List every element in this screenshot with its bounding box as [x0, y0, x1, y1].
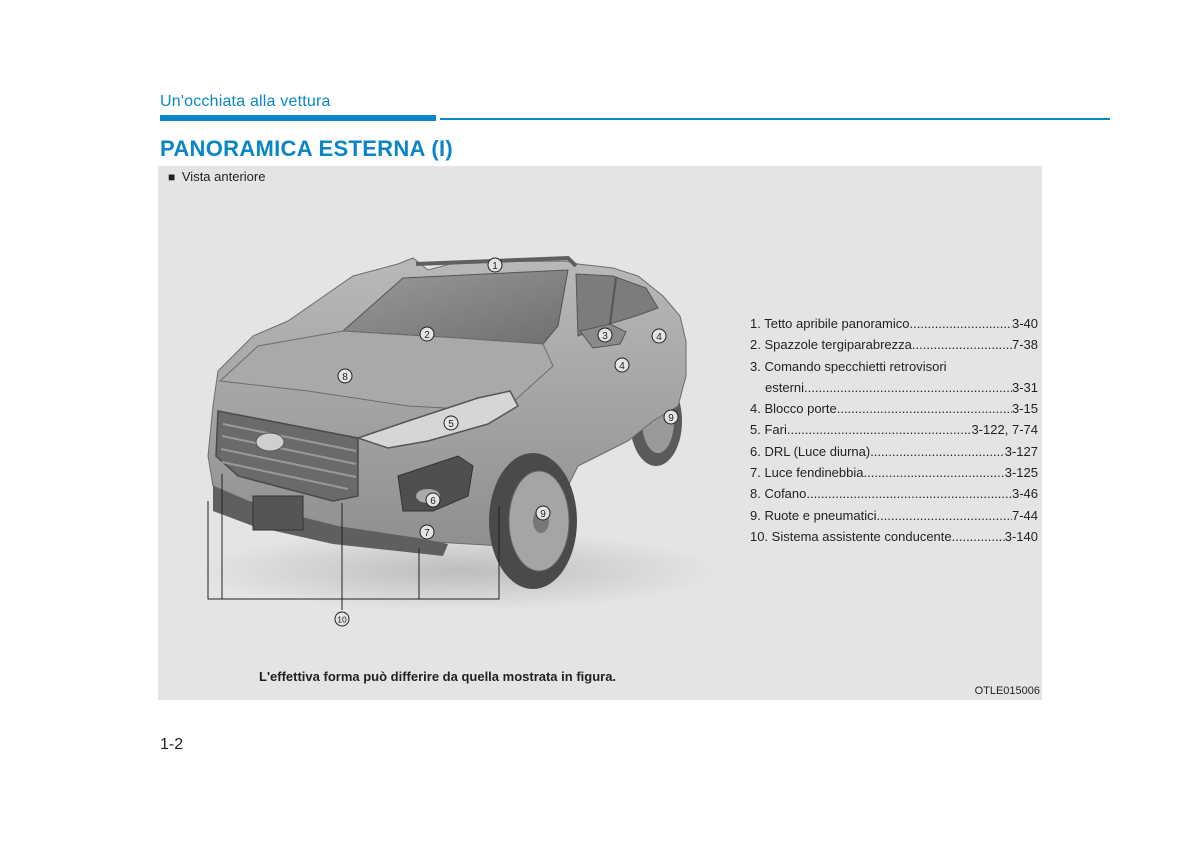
legend-item: 1. Tetto apribile panoramico ..... 3-40 [750, 313, 1038, 334]
callout-1 [488, 258, 502, 272]
legend-item: 2. Spazzole tergiparabrezza ..... 7-38 [750, 334, 1038, 355]
page-heading: PANORAMICA ESTERNA (I) [160, 136, 453, 161]
callout-2 [420, 327, 434, 341]
legend-item: 6. DRL (Luce diurna) ..... 3-127 [750, 441, 1038, 462]
legend-list [750, 313, 1038, 547]
svg-text:4: 4 [619, 361, 625, 372]
car-illustration [158, 166, 718, 700]
callout-7 [420, 525, 434, 539]
svg-text:2: 2 [424, 330, 430, 341]
legend-item: 7. Luce fendinebbia ..... 3-125 [750, 462, 1038, 483]
legend-item: 8. Cofano ..... 3-46 [750, 483, 1038, 504]
section-rule-thin [440, 118, 1110, 120]
callout-10 [335, 612, 349, 626]
section-title: Un'occhiata alla vettura [160, 93, 331, 110]
section-rule-thick [160, 115, 436, 121]
callout-4a [652, 329, 666, 343]
callout-3 [598, 328, 612, 342]
callout-4b [615, 358, 629, 372]
legend-item: 4. Blocco porte ..... 3-15 [750, 398, 1038, 419]
legend-item: 5. Fari ..... 3-122, 7-74 [750, 419, 1038, 440]
legend-item: 10. Sistema assistente conducente ..... 3-140 [750, 526, 1038, 547]
svg-text:4: 4 [656, 332, 662, 343]
callout-9b [536, 506, 550, 520]
svg-text:3: 3 [602, 331, 608, 342]
callout-9a [664, 410, 678, 424]
svg-text:7: 7 [424, 528, 430, 539]
callout-5 [444, 416, 458, 430]
page-number: 1-2 [160, 736, 184, 753]
square-bullet-icon: ■ [168, 170, 176, 184]
figure-code: OTLE015006 [974, 685, 1040, 697]
svg-text:9: 9 [540, 509, 546, 520]
callout-8 [338, 369, 352, 383]
figure-disclaimer: L'effettiva forma può differire da quella mostrata in figura. [259, 669, 617, 684]
svg-text:9: 9 [668, 413, 674, 424]
legend-item: 3. Comando specchietti retrovisori [750, 358, 947, 374]
figure-box [158, 166, 1042, 700]
view-label-text: Vista anteriore [181, 169, 266, 184]
legend-item-continued: esterni ..... 3-31 [750, 377, 1038, 398]
svg-text:8: 8 [342, 372, 348, 383]
logo-badge [256, 433, 284, 451]
callout-6 [426, 493, 440, 507]
svg-text:5: 5 [448, 419, 454, 430]
svg-text:10: 10 [337, 614, 347, 625]
legend-item: 9. Ruote e pneumatici ..... 7-44 [750, 505, 1038, 526]
svg-text:1: 1 [492, 261, 498, 272]
svg-text:6: 6 [430, 496, 436, 507]
